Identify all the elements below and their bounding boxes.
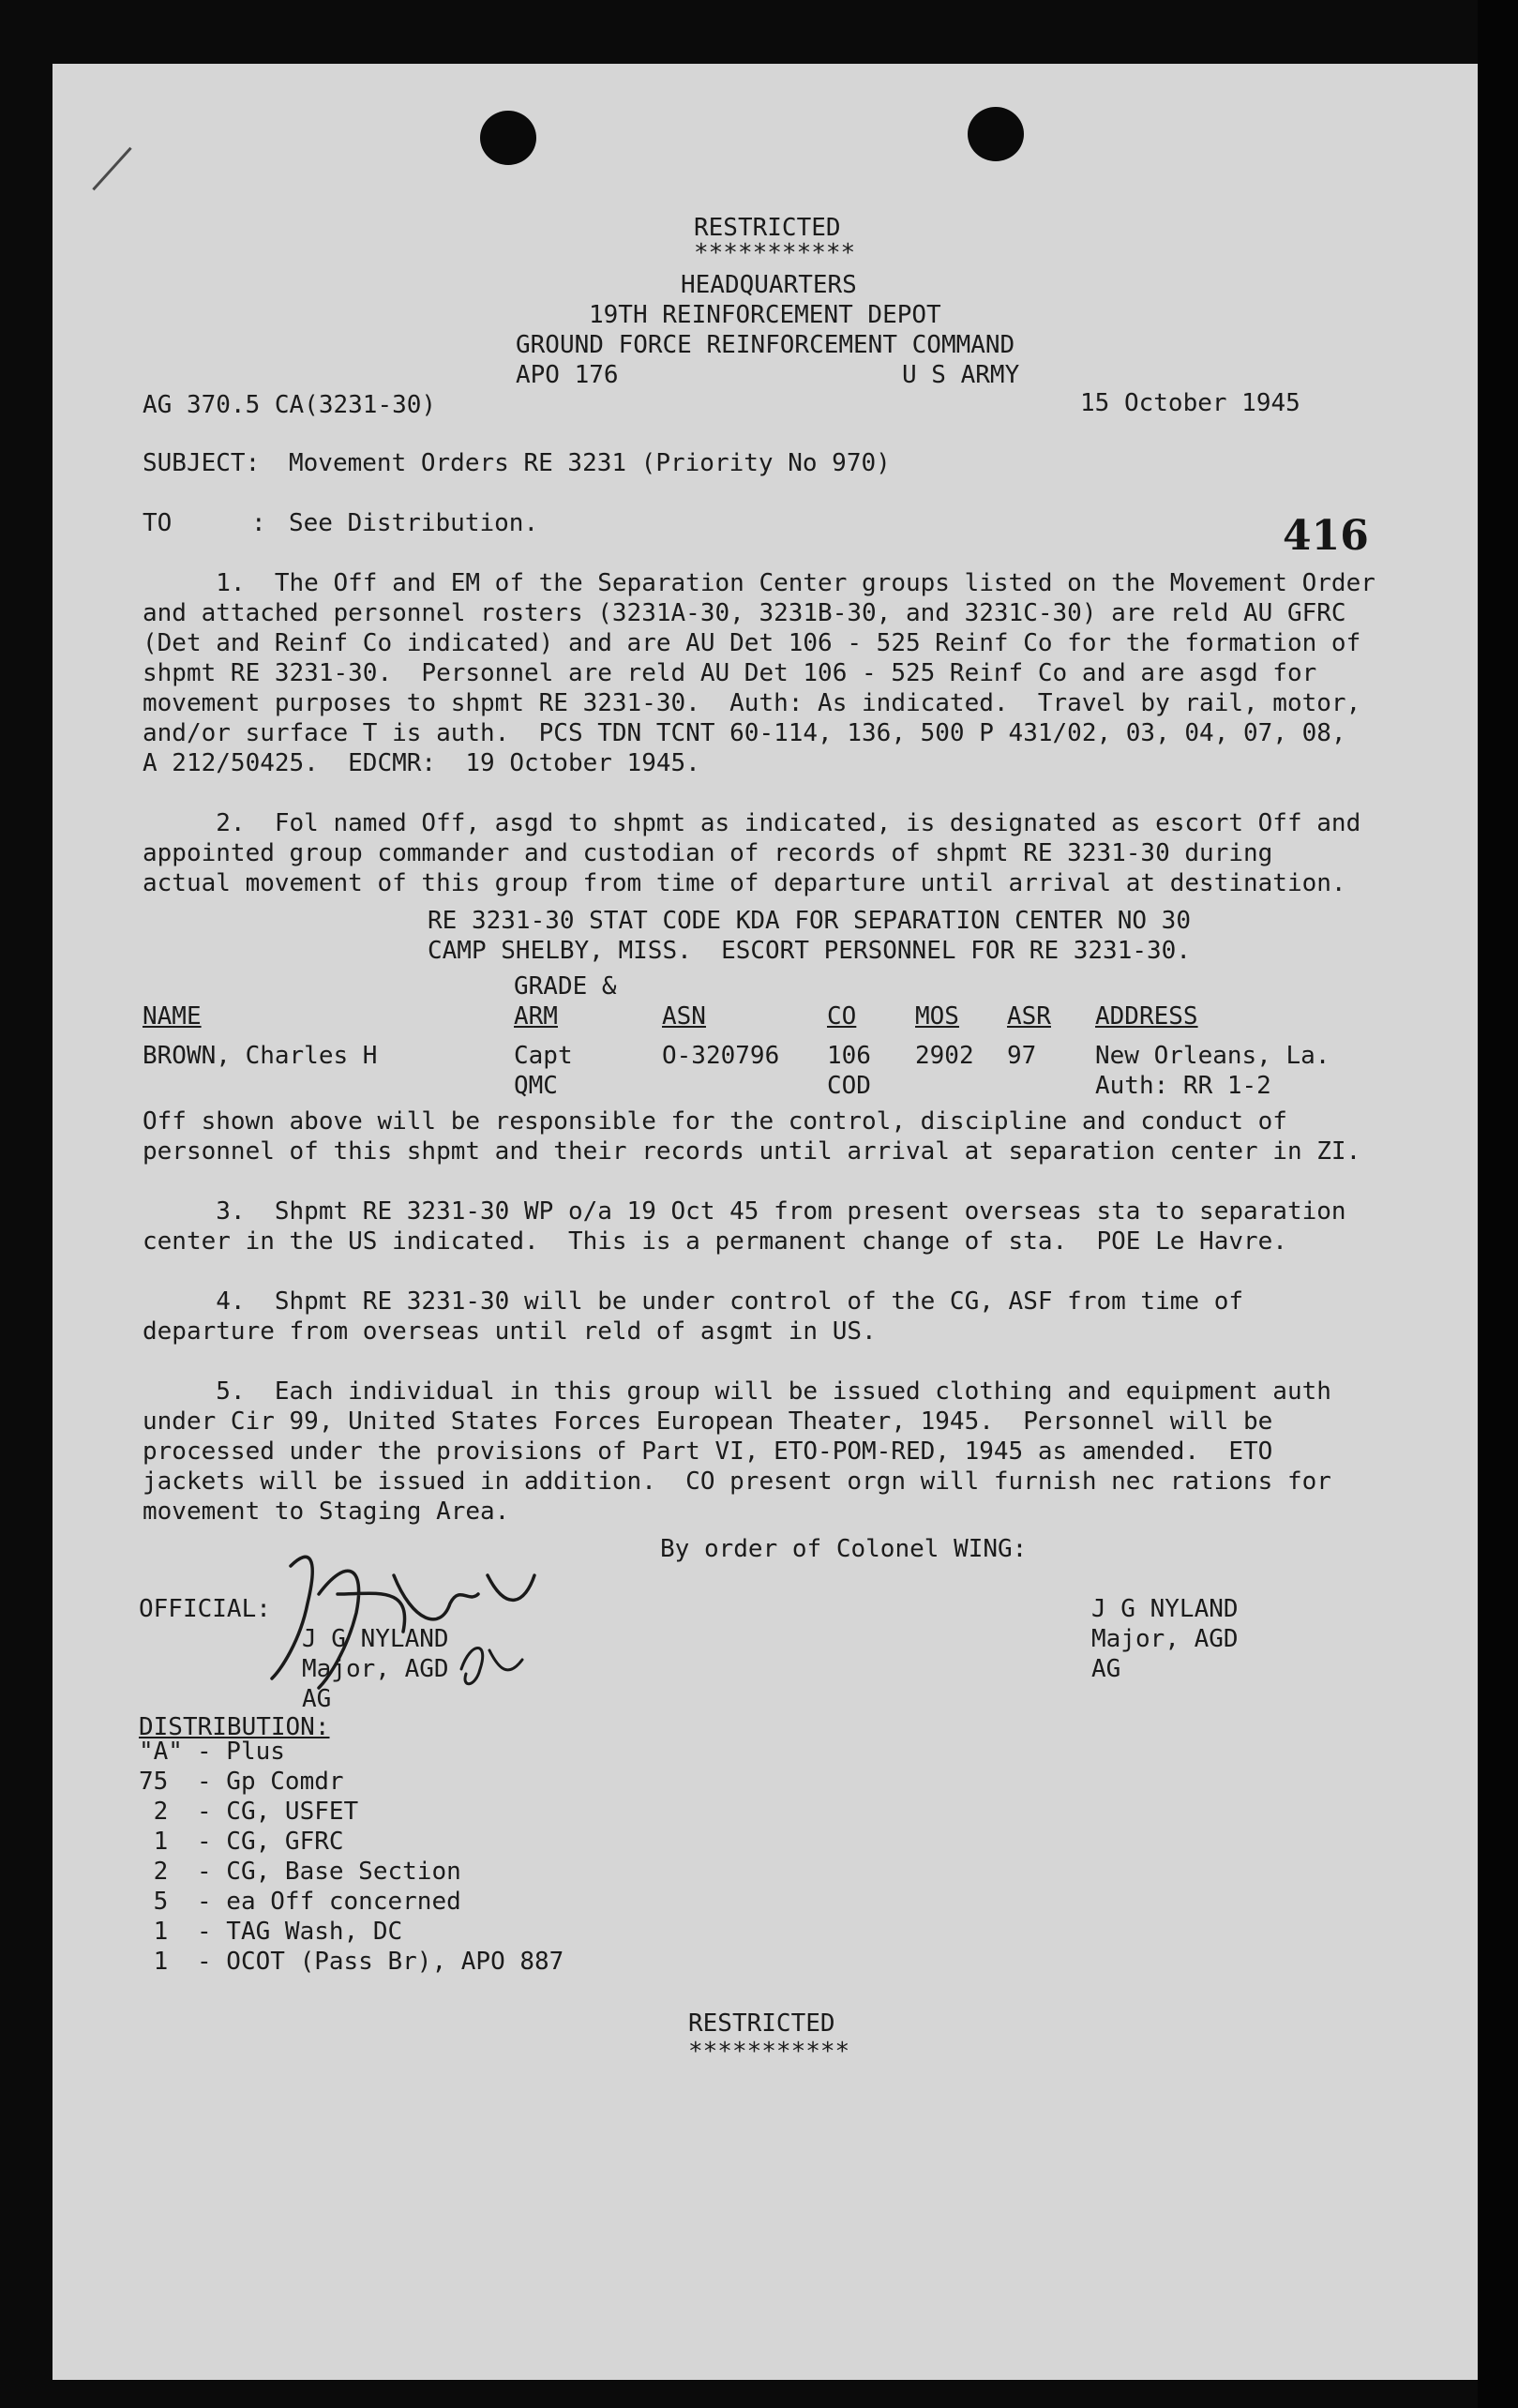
- para2b-line: personnel of this shpmt and their records until arrival at separation center in ZI.: [143, 1137, 1361, 1166]
- para4-line: departure from overseas until reld of asgmt in US.: [143, 1317, 877, 1346]
- distribution-item: - CG, Base Section: [197, 1858, 461, 1886]
- distribution-item: - CG, USFET: [197, 1798, 359, 1826]
- table-header-co: CO: [827, 1002, 857, 1031]
- table-header-asr: ASR: [1007, 1002, 1051, 1031]
- signer-rank: Major, AGD: [1091, 1625, 1239, 1653]
- scan-border: [1478, 0, 1518, 2408]
- distribution-item: - CG, GFRC: [197, 1828, 344, 1856]
- cell-address: New Orleans, La.: [1095, 1042, 1330, 1070]
- distribution-count: 1: [139, 1918, 169, 1946]
- reference-number: AG 370.5 CA(3231-30): [143, 391, 437, 419]
- restricted-bottom: RESTRICTED: [688, 2009, 835, 2038]
- para1-line: shpmt RE 3231-30. Personnel are reld AU Det 106 - 525 Reinf Co and are asgd for: [143, 659, 1317, 687]
- restricted-top: RESTRICTED: [694, 214, 841, 242]
- header-apo: APO 176: [516, 361, 619, 389]
- para1-line: and attached personnel rosters (3231A-30, 3231B-30, and 3231C-30) are reld AU GFRC: [143, 599, 1346, 627]
- para5-line: under Cir 99, United States Forces European Theater, 1945. Personnel will be: [143, 1407, 1273, 1436]
- cell-mos: 2902: [915, 1042, 974, 1070]
- official-rank: Major, AGD: [302, 1655, 449, 1683]
- table-header-name: NAME: [143, 1002, 202, 1031]
- stat-code-line-1: RE 3231-30 STAT CODE KDA FOR SEPARATION CENTER NO 30: [428, 907, 1191, 935]
- cell-arm: QMC: [514, 1072, 558, 1100]
- table-header-address: ADDRESS: [1095, 1002, 1198, 1031]
- distribution-count: "A": [139, 1738, 183, 1766]
- document-number: 416: [1283, 512, 1369, 560]
- cell-auth: Auth: RR 1-2: [1095, 1072, 1271, 1100]
- para3-line: center in the US indicated. This is a permanent change of sta. POE Le Havre.: [143, 1227, 1287, 1256]
- to-text: See Distribution.: [289, 509, 539, 537]
- document-date: 15 October 1945: [1080, 389, 1300, 417]
- para2b-line: Off shown above will be responsible for the control, discipline and conduct of: [143, 1107, 1287, 1136]
- subject-label: SUBJECT:: [143, 449, 261, 477]
- cell-asr: 97: [1007, 1042, 1037, 1070]
- table-header-grade-top: GRADE &: [514, 972, 617, 1001]
- to-colon: :: [251, 509, 266, 537]
- stars-bottom: ***********: [688, 2038, 850, 2066]
- punch-hole-right: [968, 107, 1024, 161]
- official-title: AG: [302, 1685, 332, 1713]
- header-army: U S ARMY: [902, 361, 1020, 389]
- stars-top: ***********: [694, 239, 856, 267]
- by-order-line: By order of Colonel WING:: [660, 1535, 1028, 1563]
- table-header-asn: ASN: [662, 1002, 706, 1031]
- header-command: GROUND FORCE REINFORCEMENT COMMAND: [516, 331, 1015, 359]
- para2-line: appointed group commander and custodian of records of shpmt RE 3231-30 during: [143, 839, 1273, 867]
- para1-line: (Det and Reinf Co indicated) and are AU Det 106 - 525 Reinf Co for the formation of: [143, 629, 1361, 657]
- punch-hole-left: [480, 111, 536, 165]
- distribution-item: - ea Off concerned: [197, 1888, 461, 1916]
- cell-co: 106: [827, 1042, 871, 1070]
- distribution-count: 2: [139, 1798, 169, 1826]
- para2-line: 2. Fol named Off, asgd to shpmt as indicated, is designated as escort Off and: [143, 809, 1361, 837]
- signer-title: AG: [1091, 1655, 1121, 1683]
- cell-grade: Capt: [514, 1042, 573, 1070]
- para1-line: and/or surface T is auth. PCS TDN TCNT 60-114, 136, 500 P 431/02, 03, 04, 07, 08,: [143, 719, 1346, 747]
- official-name: J G NYLAND: [302, 1625, 449, 1653]
- para2-line: actual movement of this group from time of departure until arrival at destination.: [143, 869, 1346, 897]
- para5-line: processed under the provisions of Part VI, ETO-POM-RED, 1945 as amended. ETO: [143, 1437, 1273, 1466]
- cell-co-2: COD: [827, 1072, 871, 1100]
- distribution-count: 1: [139, 1948, 169, 1976]
- header-depot: 19TH REINFORCEMENT DEPOT: [589, 301, 941, 329]
- to-label: TO: [143, 509, 173, 537]
- distribution-label: DISTRIBUTION:: [139, 1713, 330, 1741]
- header-hq: HEADQUARTERS: [681, 271, 857, 299]
- signature-text: JGNyland: [253, 1524, 326, 1542]
- distribution-item: - OCOT (Pass Br), APO 887: [197, 1948, 564, 1976]
- distribution-item: - Plus: [197, 1738, 285, 1766]
- para5-line: movement to Staging Area.: [143, 1497, 510, 1526]
- para1-line: movement purposes to shpmt RE 3231-30. Auth: As indicated. Travel by rail, motor,: [143, 689, 1361, 717]
- para1-line: 1. The Off and EM of the Separation Center groups listed on the Movement Order: [143, 569, 1375, 597]
- para4-line: 4. Shpmt RE 3231-30 will be under control of the CG, ASF from time of: [143, 1287, 1243, 1316]
- cell-asn: O-320796: [662, 1042, 780, 1070]
- official-label: OFFICIAL:: [139, 1595, 271, 1623]
- distribution-item: - Gp Comdr: [197, 1768, 344, 1796]
- initials-mark: [452, 1618, 536, 1697]
- para1-line: A 212/50425. EDCMR: 19 October 1945.: [143, 749, 700, 777]
- subject-text: Movement Orders RE 3231 (Priority No 970): [289, 449, 891, 477]
- distribution-count: 1: [139, 1828, 169, 1856]
- initials-text: gh: [452, 1618, 471, 1635]
- stat-code-line-2: CAMP SHELBY, MISS. ESCORT PERSONNEL FOR RE 3231-30.: [428, 937, 1191, 965]
- distribution-count: 2: [139, 1858, 169, 1886]
- distribution-count: 5: [139, 1888, 169, 1916]
- distribution-item: - TAG Wash, DC: [197, 1918, 403, 1946]
- distribution-count: 75: [139, 1768, 169, 1796]
- signer-name: J G NYLAND: [1091, 1595, 1239, 1623]
- table-header-grade: ARM: [514, 1002, 558, 1031]
- cell-name: BROWN, Charles H: [143, 1042, 378, 1070]
- para3-line: 3. Shpmt RE 3231-30 WP o/a 19 Oct 45 from present overseas sta to separation: [143, 1197, 1346, 1226]
- para5-line: jackets will be issued in addition. CO present orgn will furnish nec rations for: [143, 1467, 1331, 1496]
- table-header-mos: MOS: [915, 1002, 959, 1031]
- para5-line: 5. Each individual in this group will be issued clothing and equipment auth: [143, 1377, 1331, 1406]
